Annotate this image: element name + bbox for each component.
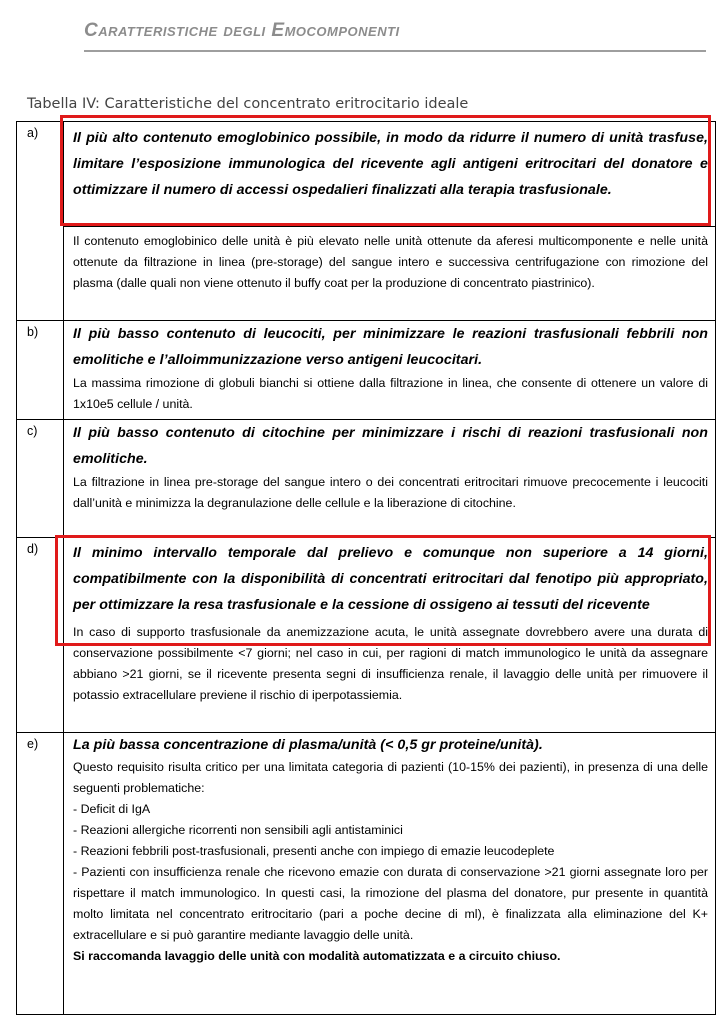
table-row-e <box>17 733 716 1015</box>
description-paragraph: Questo requisito risulta critico per una limitata categoria di pazienti (10-15% dei pazienti), in presenza di una delle seguenti problematiche: <box>73 760 708 795</box>
list-item: - Deficit di IgA <box>73 802 151 816</box>
requirement-text: Il più alto contenuto emoglobinico possibile, in modo da ridurre il numero di unità trasfuse, limitare l’esposizione immunologica del ricevente agli antigeni eritrocitari del donatore e ottimizzare il numero di accessi ospedalieri finalizzati alla terapia trasfusionale. <box>73 130 708 198</box>
table-row-d <box>17 538 716 733</box>
requirement-cell <box>64 122 716 227</box>
row-key: e) <box>17 733 64 1015</box>
description-text <box>73 373 708 415</box>
content-cell <box>64 321 716 420</box>
description-text <box>73 472 708 514</box>
chapter-header: Caratteristiche degli Emocomponenti <box>84 20 400 41</box>
row-key: c) <box>17 420 64 538</box>
description-paragraph: La massima rimozione di globuli bianchi si ottiene dalla filtrazione in linea, che consente di ottenere un valore di 1x10e5 cellule / unità. <box>73 376 708 411</box>
description-paragraph: Il contenuto emoglobinico delle unità è più elevato nelle unità ottenute da aferesi multicomponente e nelle unità ottenute da filtrazione in linea (pre-storage) del sangue intero e successiva centrifugazione con rimozione del plasma (dalle quali non viene ottenuto il buffy coat per la produzione di concentrato piastrinico). <box>73 234 708 290</box>
description-text <box>73 231 708 294</box>
characteristics-table <box>16 121 716 1015</box>
description-text <box>73 622 708 706</box>
row-key: d) <box>17 538 64 733</box>
requirement-text: Il minimo intervallo temporale dal prelievo e comunque non superiore a 14 giorni, compatibilmente con la disponibilità di concentrati eritrocitari dal fenotipo più appropriato, per ottimizzare la resa trasfusionale e la cessione di ossigeno ai tessuti del ricevente <box>73 545 708 613</box>
table-row-b <box>17 321 716 420</box>
content-cell <box>64 538 716 733</box>
table-row-a-requirement <box>17 122 716 227</box>
header-rule <box>84 50 706 52</box>
table-caption: Tabella IV: Caratteristiche del concentrato eritrocitario ideale <box>27 96 469 112</box>
row-key: a) <box>17 122 64 321</box>
requirement-text: Il più basso contenuto di leucociti, per minimizzare le reazioni trasfusionali febbrili non emolitiche e l’alloimmunizzazione verso antigeni leucocitari. <box>73 326 708 368</box>
row-key: b) <box>17 321 64 420</box>
list-item: - Reazioni allergiche ricorrenti non sensibili agli antistaminici <box>73 823 403 837</box>
content-cell <box>64 420 716 538</box>
requirement-text: La più bassa concentrazione di plasma/unità (< 0,5 gr proteine/unità). <box>73 737 543 753</box>
recommendation-text: Si raccomanda lavaggio delle unità con modalità automatizzata e a circuito chiuso. <box>73 949 561 963</box>
description-paragraph: In caso di supporto trasfusionale da anemizzazione acuta, le unità assegnate dovrebbero avere una durata di conservazione possibilmente <7 giorni; nel caso in cui, per ragioni di match immunologico le unità da assegnare abbiano >21 giorni, se il ricevente presenta segni di insufficienza renale, il lavaggio delle unità per rimuovere il potassio extracellulare previene il rischio di iperpotassiemia. <box>73 625 708 702</box>
table-row-a-description <box>17 227 716 321</box>
list-item: - Reazioni febbrili post-trasfusionali, presenti anche con impiego di emazie leucodeplete <box>73 844 555 858</box>
table-row-c <box>17 420 716 538</box>
requirement-text: Il più basso contenuto di citochine per minimizzare i rischi di reazioni trasfusionali non emolitiche. <box>73 425 708 467</box>
list-item: - Pazienti con insufficienza renale che ricevono emazie con durata di conservazione >21 giorni assegnate loro per rispettare il match immunologico. In questi casi, la rimozione del plasma del donatore, pur presente in quantità molto limitata nel concentrato eritrocitario (pari a poche decine di ml), è finalizzata alla eliminazione del K+ extracellulare e si può garantire mediante lavaggio delle unità. <box>73 865 708 942</box>
description-text <box>73 757 708 967</box>
content-cell <box>64 733 716 1015</box>
description-paragraph: La filtrazione in linea pre-storage del sangue intero o dei concentrati eritrocitari rimuove precocemente i leucociti dall’unità e minimizza la degranulazione delle cellule e la liberazione di citochine. <box>73 475 708 510</box>
description-cell <box>64 227 716 321</box>
